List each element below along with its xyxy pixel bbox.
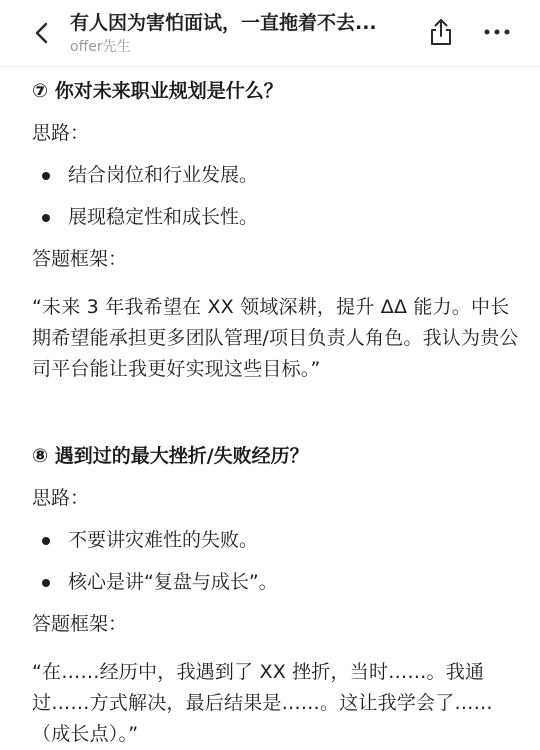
frame-label: 答题框架： <box>32 613 128 635</box>
answer-quote: “在……经历中，我遇到了 XX 挫折，当时……。我通过……方式解决，最后结果是……。这让我学会了……（成长点）。” <box>32 661 493 745</box>
share-icon <box>427 17 455 47</box>
section-heading: ⑦ 你对未来职业规划是什么？ <box>32 80 283 102</box>
share-button[interactable] <box>427 17 455 47</box>
bullet-text: 核心是讲“复盘与成长”。 <box>68 571 278 593</box>
more-dots-icon <box>482 24 512 40</box>
bullet-text: 结合岗位和行业发展。 <box>68 164 259 186</box>
question-section-7 <box>32 76 522 385</box>
question-section-8 <box>32 441 522 750</box>
chevron-left-icon <box>30 20 56 46</box>
bullet-dot-icon <box>42 172 50 180</box>
idea-label: 思路： <box>32 487 90 509</box>
header-title-group <box>70 10 410 57</box>
page-title: 有人因为害怕面试，一直拖着不去... <box>70 12 377 34</box>
back-button[interactable] <box>30 20 56 46</box>
bullet-dot-icon <box>42 214 50 222</box>
list-item <box>32 160 522 190</box>
bullet-dot-icon <box>42 537 50 545</box>
author-name[interactable]: offer先生 <box>70 39 131 55</box>
list-item <box>32 567 522 597</box>
bullet-text: 展现稳定性和成长性。 <box>68 206 259 228</box>
idea-label: 思路： <box>32 122 90 144</box>
list-item <box>32 525 522 555</box>
top-navigation-bar <box>0 0 540 67</box>
bullet-text: 不要讲灾难性的失败。 <box>68 529 259 551</box>
list-item <box>32 202 522 232</box>
article-body <box>32 66 522 750</box>
answer-quote: “未来 3 年我希望在 XX 领域深耕，提升 ΔΔ 能力。中长期希望能承担更多团队管理/项目负责人角色。我认为贵公司平台能让我更好实现这些目标。” <box>32 296 519 380</box>
section-heading: ⑧ 遇到过的最大挫折/失败经历？ <box>32 445 309 467</box>
frame-label: 答题框架： <box>32 248 128 270</box>
bullet-dot-icon <box>42 579 50 587</box>
more-button[interactable] <box>482 24 512 40</box>
